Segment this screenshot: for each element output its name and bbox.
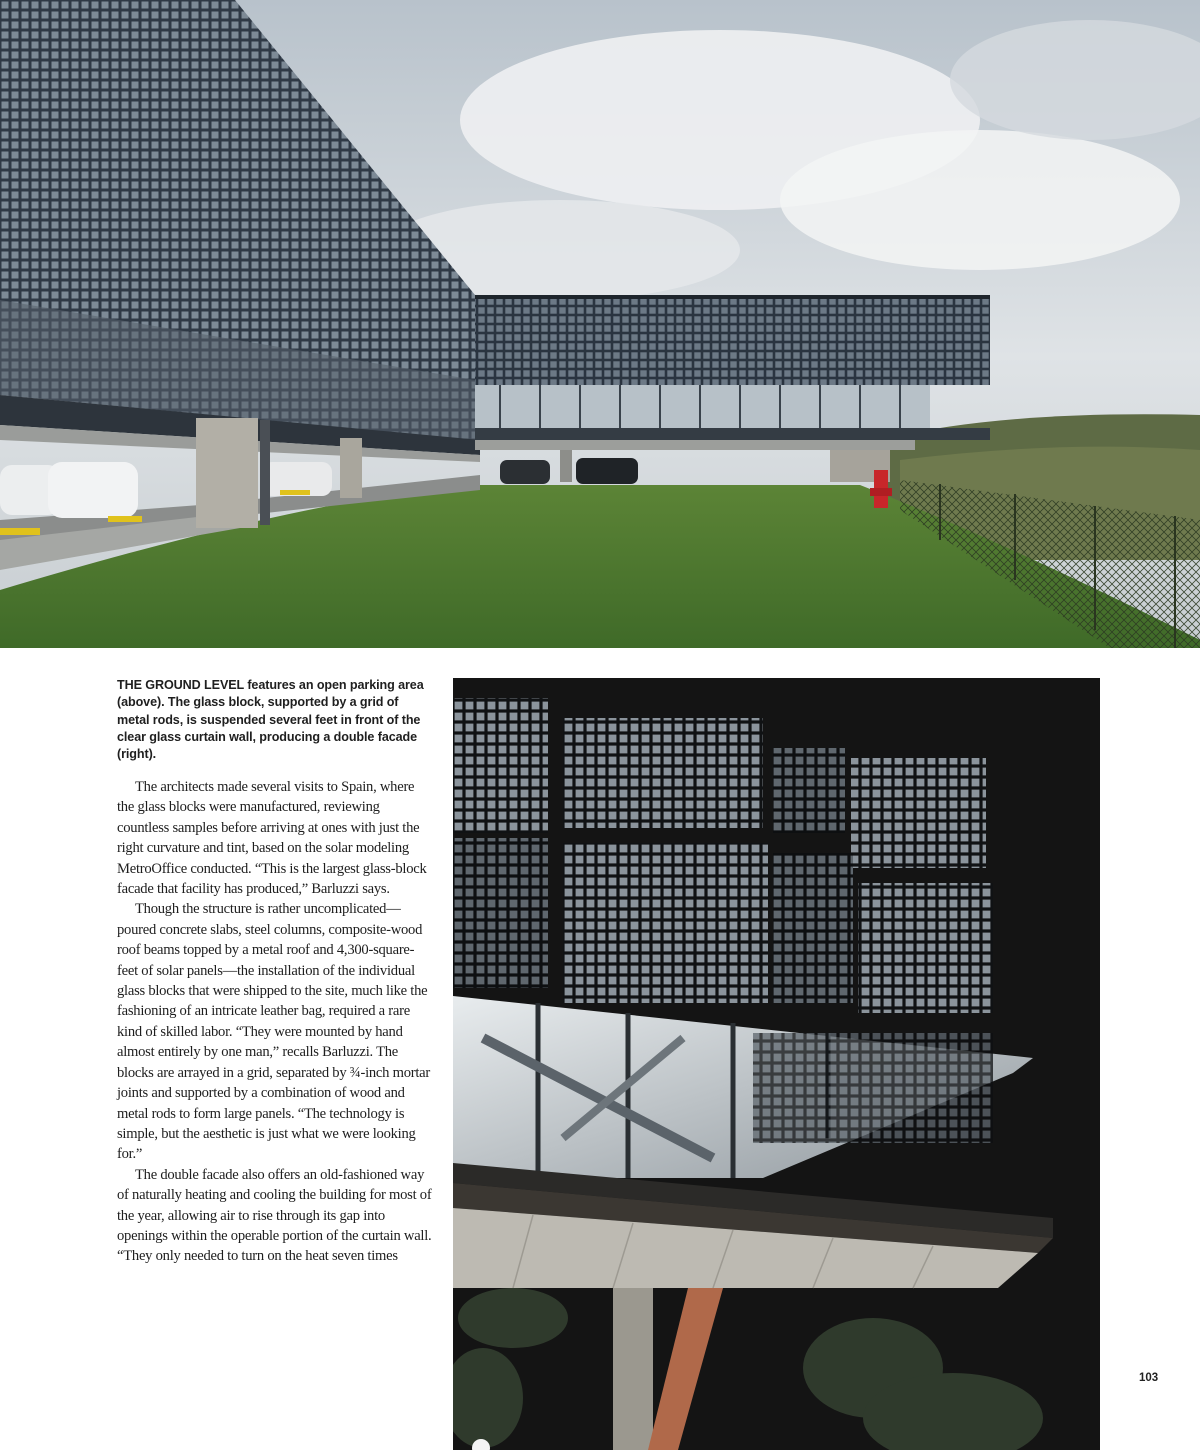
caption-text: features an open parking area (above). The glass block, supported by a grid of metal rods, is suspended several feet in front of the clear glass curtain wall, producing a double facade (right). — [117, 678, 424, 762]
page-number: 103 — [1139, 1372, 1159, 1384]
detail-photo-illustration — [453, 678, 1100, 1450]
body-paragraph-1: The architects made several visits to Spain, where the glass blocks were manufactured, reviewing countless samples before arriving at ones with just the right curvature and tint, based on the solar modeling MetroOffice conducted. “This is the largest glass-block facade that facility has produced,” Barluzzi says. — [117, 779, 427, 898]
hero-photo-illustration — [0, 0, 1200, 648]
body-paragraph-3: The double facade also offers an old-fashioned way of naturally heating and cooling the building for most of the year, allowing air to rise through its gap into openings within the operable portion of the curtain wall. “They only needed to turn on the heat seven times — [117, 1166, 432, 1265]
photo-caption — [117, 677, 433, 763]
article-body — [117, 777, 433, 1267]
hero-photo — [0, 0, 1200, 648]
body-paragraph-2: Though the structure is rather uncomplicated—poured concrete slabs, steel columns, composite-wood roof beams topped by a metal roof and 4,300-square-feet of solar panels—the installation of the individual glass blocks that were shipped to the site, much like the fashioning of an intricate leather bag, required a rare kind of skilled labor. “They were mounted by hand almost entirely by one man,” recalls Barluzzi. The blocks are arrayed in a grid, separated by ¾-inch mortar joints and supported by a combination of wood and metal rods to form large panels. “The technology is simple, but the aesthetic is just what we were looking for.” — [117, 901, 431, 1163]
detail-photo — [453, 678, 1100, 1450]
caption-lead: THE GROUND LEVEL — [117, 678, 244, 692]
